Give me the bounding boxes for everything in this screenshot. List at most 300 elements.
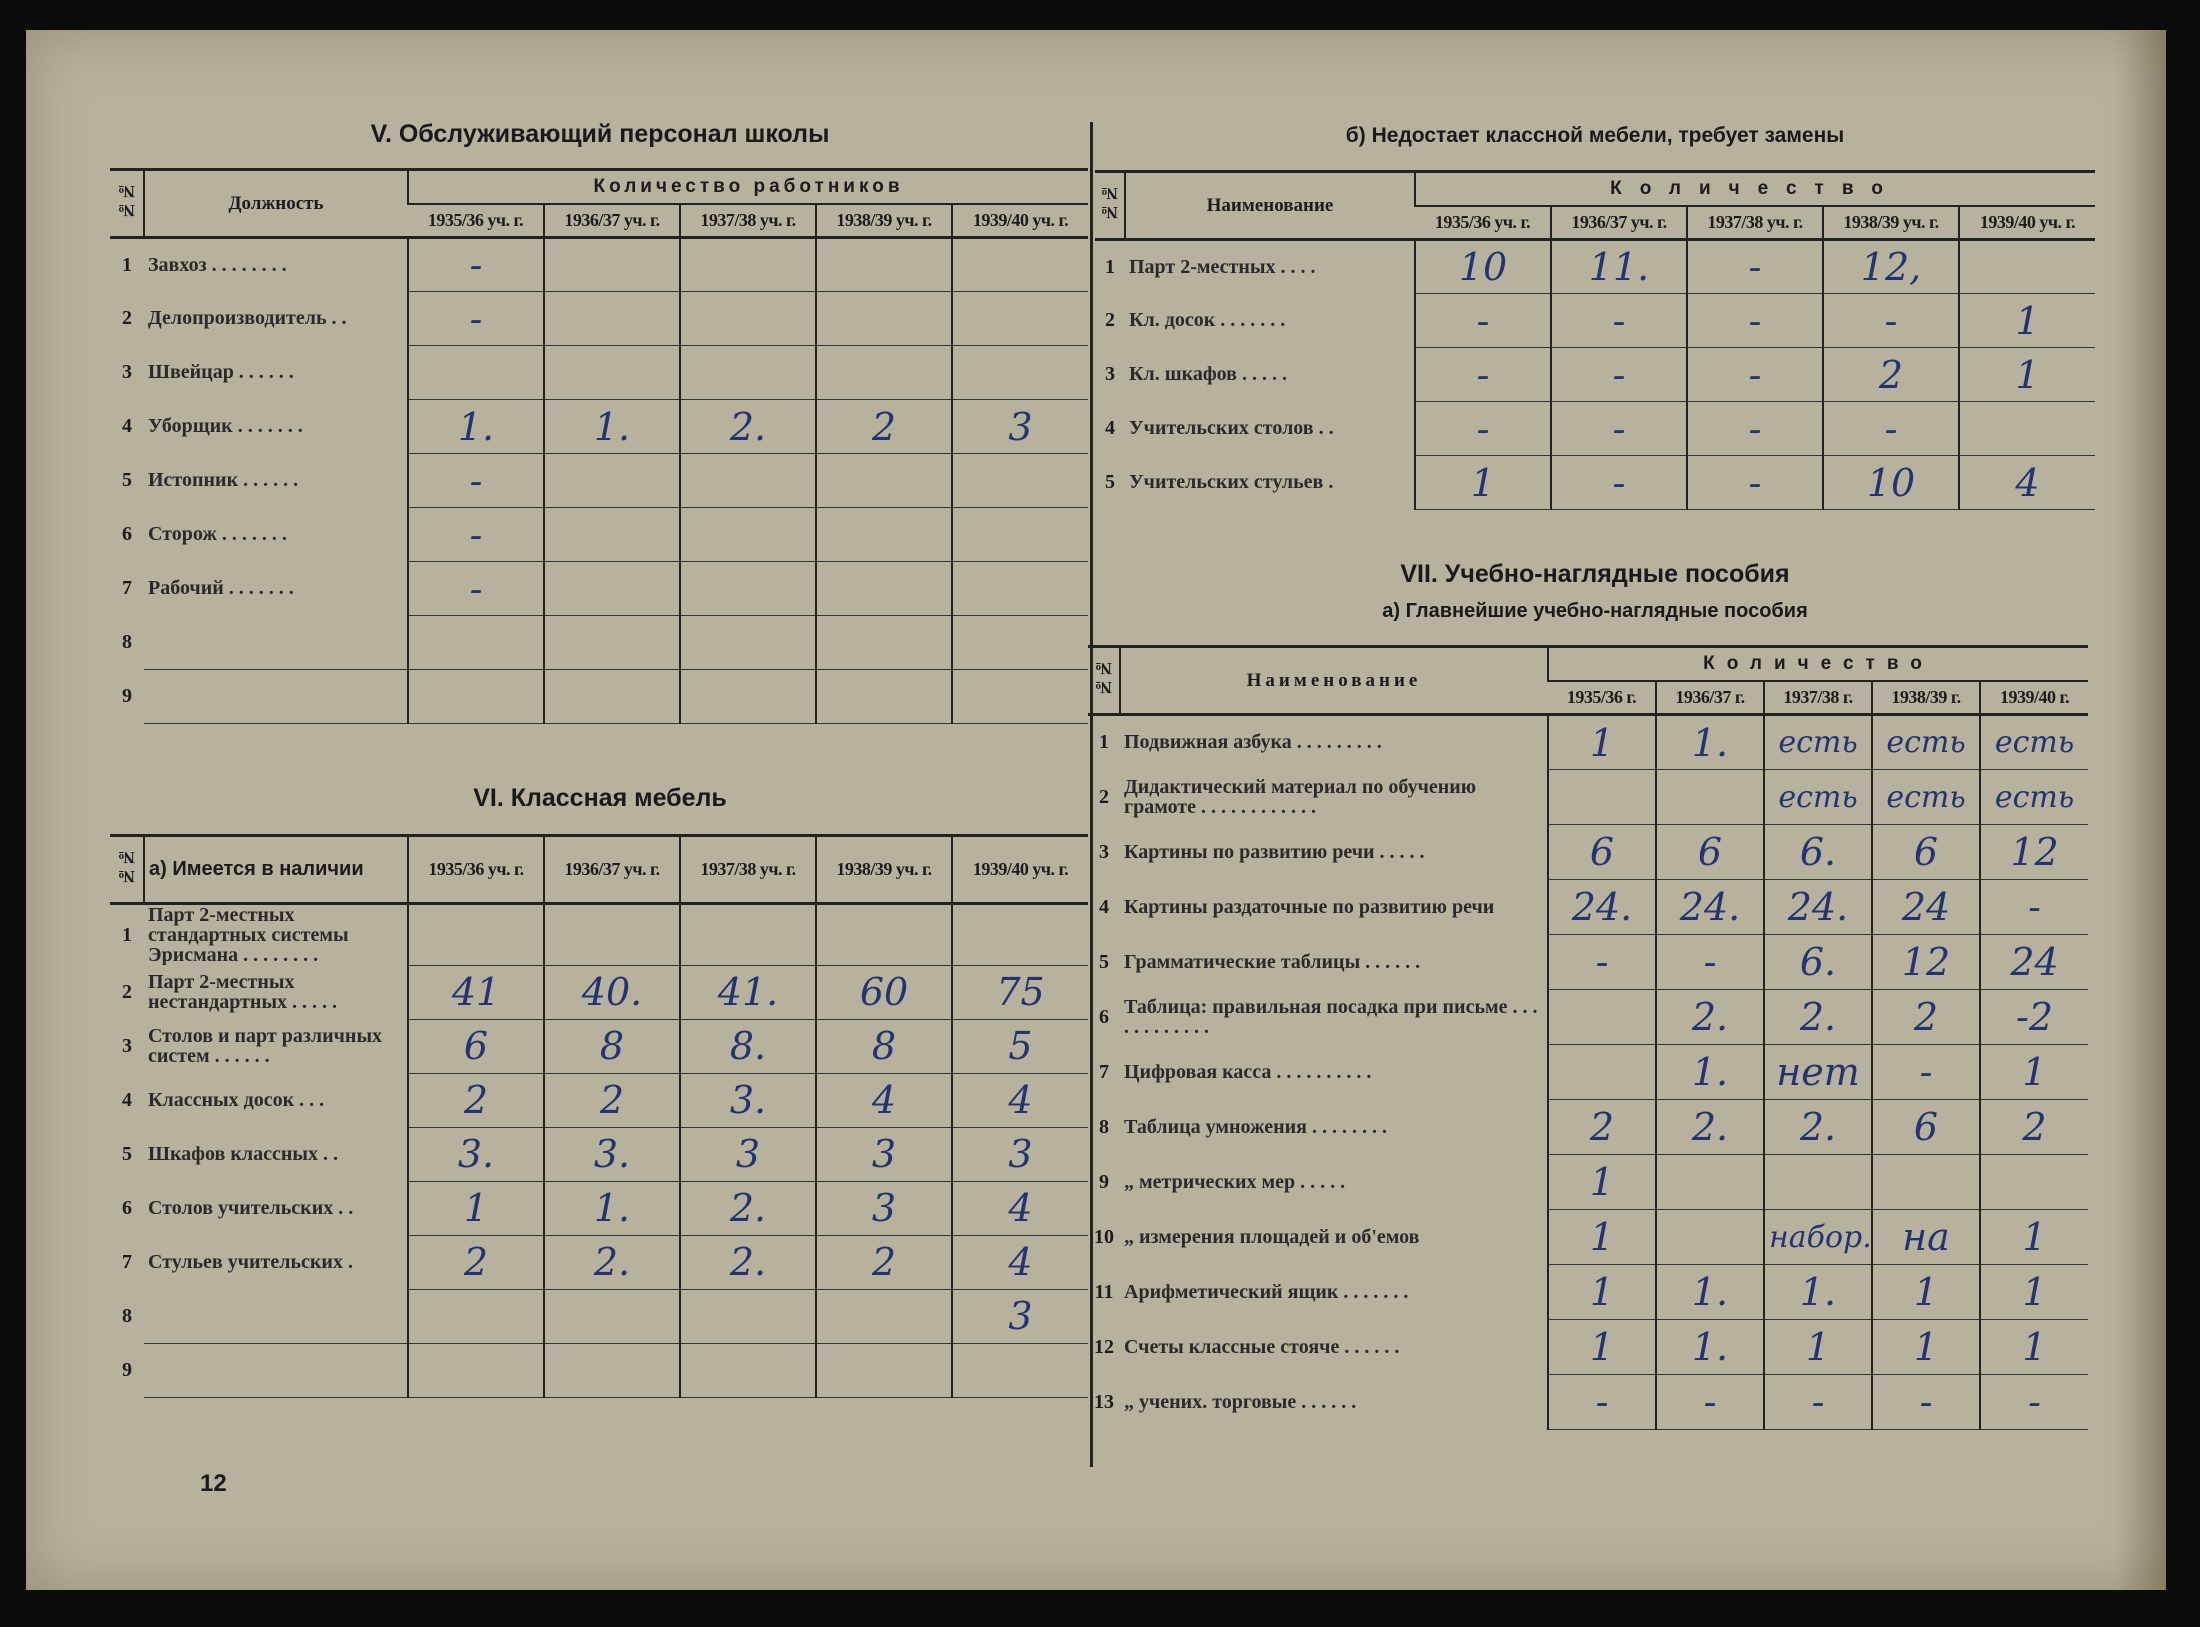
row-number: 13 — [1094, 1390, 1114, 1413]
value-cell: - — [1687, 456, 1823, 510]
row-number: 5 — [122, 469, 132, 491]
col-num-header: №№ — [110, 836, 144, 904]
year-header: 1935/36 уч. г. — [408, 836, 544, 904]
value-cell: 24. — [1548, 880, 1656, 935]
row-label: Дидактический материал по обучению грамоте . . . . . . . . . . . . — [1124, 776, 1477, 818]
col-position-header: Должность — [228, 192, 324, 214]
table-row — [110, 400, 1088, 454]
row-label: Столов учительских . . — [148, 1196, 354, 1219]
value-cell: - — [1656, 935, 1764, 990]
value-cell — [952, 454, 1088, 508]
aids-title: VII. Учебно-наглядные пособия — [1400, 560, 1790, 588]
row-label — [144, 616, 408, 670]
value-cell — [408, 1289, 544, 1343]
value-cell: 2 — [816, 400, 952, 454]
year-header: 1937/38 уч. г. — [680, 836, 816, 904]
value-cell: - — [1980, 880, 2088, 935]
value-cell: 2. — [544, 1235, 680, 1289]
value-cell: - — [1764, 1375, 1872, 1430]
value-cell — [680, 670, 816, 724]
table-row — [1088, 1155, 2088, 1210]
table-row — [1095, 294, 2095, 348]
year-header: 1939/40 уч. г. — [952, 204, 1088, 238]
value-cell: - — [1551, 456, 1687, 510]
value-cell: 24 — [1980, 935, 2088, 990]
value-cell: 1 — [1415, 456, 1551, 510]
value-cell — [816, 508, 952, 562]
year-header: 1937/38 уч. г. — [1687, 206, 1823, 240]
value-cell: 6. — [1764, 825, 1872, 880]
row-number: 10 — [1094, 1225, 1114, 1248]
value-cell — [952, 616, 1088, 670]
row-number: 2 — [1105, 309, 1115, 331]
value-cell: 1 — [1980, 1320, 2088, 1375]
table-row — [110, 1235, 1088, 1289]
value-cell: 2 — [1980, 1100, 2088, 1155]
row-number: 8 — [1099, 1115, 1109, 1138]
value-cell: 2. — [680, 400, 816, 454]
row-label: Парт 2-местных стандартных системы Эрисмана . . . . . . . . — [148, 904, 349, 965]
row-number: 7 — [122, 1250, 132, 1273]
value-cell — [544, 346, 680, 400]
value-cell — [544, 670, 680, 724]
value-cell: 6. — [1764, 935, 1872, 990]
value-cell — [816, 1343, 952, 1397]
missing-title: б) Недостает классной мебели, требует замены — [1345, 124, 1845, 147]
table-row — [110, 292, 1088, 346]
value-cell: 60 — [816, 965, 952, 1019]
value-cell: 5 — [952, 1019, 1088, 1073]
table-row — [110, 238, 1088, 292]
value-cell — [544, 508, 680, 562]
year-header: 1939/40 г. — [1980, 681, 2088, 715]
table-row — [1095, 402, 2095, 456]
row-number: 6 — [122, 1196, 132, 1219]
value-cell — [1959, 402, 2095, 456]
year-header: 1938/39 уч. г. — [816, 204, 952, 238]
value-cell — [816, 1289, 952, 1343]
value-cell: 75 — [952, 965, 1088, 1019]
staff-title: V. Обслуживающий персонал школы — [370, 120, 830, 148]
row-number: 4 — [122, 1088, 132, 1111]
value-cell: - — [1687, 348, 1823, 402]
row-label: Уборщик . . . . . . . — [148, 415, 303, 437]
year-header: 1936/37 уч. г. — [1551, 206, 1687, 240]
value-cell: 1 — [1980, 1210, 2088, 1265]
value-cell: 4 — [816, 1073, 952, 1127]
year-header: 1937/38 г. — [1764, 681, 1872, 715]
value-cell — [952, 904, 1088, 966]
value-cell: 3 — [952, 1127, 1088, 1181]
value-cell: 8 — [544, 1019, 680, 1073]
value-cell: 41 — [408, 965, 544, 1019]
value-cell: на — [1872, 1210, 1980, 1265]
value-cell: 2 — [544, 1073, 680, 1127]
row-label: Истопник . . . . . . — [148, 469, 299, 491]
value-cell — [816, 904, 952, 966]
col-num-header: №№ — [1095, 172, 1125, 240]
value-cell: 1 — [1548, 1210, 1656, 1265]
value-cell — [816, 238, 952, 292]
value-cell — [680, 508, 816, 562]
table-row — [1095, 456, 2095, 510]
value-cell: 2. — [680, 1235, 816, 1289]
value-cell — [544, 904, 680, 966]
row-label: Швейцар . . . . . . — [148, 361, 294, 383]
value-cell: 2. — [680, 1181, 816, 1235]
value-cell — [1548, 1045, 1656, 1100]
year-header: 1936/37 уч. г. — [544, 204, 680, 238]
row-label: Подвижная азбука . . . . . . . . . — [1124, 731, 1382, 754]
value-cell: 40. — [544, 965, 680, 1019]
value-cell: 1 — [1959, 348, 2095, 402]
table-row — [1088, 990, 2088, 1045]
row-number: 3 — [1105, 363, 1115, 385]
table-row — [1088, 825, 2088, 880]
table-row — [110, 1181, 1088, 1235]
value-cell: 1. — [1656, 1265, 1764, 1320]
table-row — [110, 1127, 1088, 1181]
value-cell — [680, 1289, 816, 1343]
value-cell: 1 — [1764, 1320, 1872, 1375]
value-cell: 3. — [680, 1073, 816, 1127]
value-cell: 3 — [952, 1289, 1088, 1343]
row-number: 12 — [1094, 1335, 1114, 1358]
table-row — [110, 1019, 1088, 1073]
value-cell — [1872, 1155, 1980, 1210]
value-cell: набор. — [1764, 1210, 1872, 1265]
row-label: „ учених. торговые . . . . . . — [1124, 1391, 1357, 1413]
table-row — [110, 1073, 1088, 1127]
value-cell — [544, 292, 680, 346]
value-cell: 11. — [1551, 240, 1687, 294]
value-cell — [408, 1343, 544, 1397]
row-label: „ метрических мер . . . . . — [1124, 1171, 1346, 1193]
value-cell: - — [1687, 240, 1823, 294]
value-cell: 1. — [544, 400, 680, 454]
value-cell — [544, 454, 680, 508]
table-row — [1088, 1375, 2088, 1430]
value-cell: - — [408, 292, 544, 346]
col-group-header: Количество — [1415, 172, 2095, 206]
col-group-header: Количество работников — [408, 170, 1088, 204]
value-cell — [1548, 990, 1656, 1045]
value-cell: 1. — [408, 400, 544, 454]
row-number: 9 — [1099, 1170, 1109, 1193]
row-label: Парт 2-местных нестандартных . . . . . — [148, 971, 338, 1013]
value-cell: 8 — [816, 1019, 952, 1073]
value-cell: - — [1415, 294, 1551, 348]
value-cell: 4 — [952, 1235, 1088, 1289]
value-cell: - — [1415, 402, 1551, 456]
row-number: 5 — [122, 1142, 132, 1165]
row-label: Арифметический ящик . . . . . . . — [1124, 1280, 1409, 1303]
value-cell: 4 — [952, 1073, 1088, 1127]
value-cell: - — [1687, 294, 1823, 348]
value-cell — [544, 1343, 680, 1397]
row-number: 4 — [122, 415, 132, 437]
value-cell — [1656, 1210, 1764, 1265]
value-cell: 2 — [1823, 348, 1959, 402]
value-cell — [816, 292, 952, 346]
row-number: 7 — [122, 577, 132, 599]
col-name-header: Наименование — [1206, 194, 1334, 216]
value-cell — [680, 904, 816, 966]
value-cell: - — [408, 238, 544, 292]
value-cell: - — [1551, 294, 1687, 348]
value-cell: - — [1551, 402, 1687, 456]
value-cell: 6 — [408, 1019, 544, 1073]
row-label: Стульев учительских . — [148, 1250, 353, 1273]
value-cell: 1. — [1656, 715, 1764, 770]
row-label: Завхоз . . . . . . . . — [148, 253, 287, 276]
table-row — [1088, 1210, 2088, 1265]
value-cell: 12 — [1980, 825, 2088, 880]
row-label: Таблица умножения . . . . . . . . — [1124, 1115, 1387, 1138]
row-label: Сторож . . . . . . . — [148, 523, 287, 545]
value-cell: 3 — [952, 400, 1088, 454]
value-cell: есть — [1764, 770, 1872, 825]
value-cell — [408, 346, 544, 400]
year-header: 1935/36 уч. г. — [1415, 206, 1551, 240]
value-cell — [816, 562, 952, 616]
value-cell: - — [1551, 348, 1687, 402]
value-cell: 1 — [1872, 1320, 1980, 1375]
value-cell: - — [1823, 294, 1959, 348]
table-row — [110, 965, 1088, 1019]
value-cell: 1 — [1959, 294, 2095, 348]
row-number: 9 — [122, 1358, 132, 1381]
value-cell: есть — [1980, 715, 2088, 770]
row-label: Таблица: правильная посадка при письме . . . . . . . . . . . . — [1124, 996, 1538, 1038]
value-cell — [680, 346, 816, 400]
value-cell — [952, 292, 1088, 346]
col-num-header: №№ — [1088, 647, 1120, 715]
value-cell — [1959, 240, 2095, 294]
value-cell: есть — [1872, 715, 1980, 770]
value-cell: - — [1548, 935, 1656, 990]
year-header: 1935/36 г. — [1548, 681, 1656, 715]
value-cell — [816, 616, 952, 670]
value-cell: 2. — [1764, 1100, 1872, 1155]
value-cell: 3. — [544, 1127, 680, 1181]
value-cell — [952, 238, 1088, 292]
col-name-header: Наименование — [1246, 669, 1422, 691]
row-label: Делопроизводитель . . — [148, 307, 347, 329]
aids-subtitle: а) Главнейшие учебно-наглядные пособия — [1382, 600, 1808, 622]
value-cell: - — [1687, 402, 1823, 456]
row-label: Классных досок . . . — [148, 1088, 325, 1111]
staff-table — [110, 168, 1088, 724]
row-number: 11 — [1094, 1280, 1114, 1303]
row-number: 9 — [122, 685, 132, 707]
value-cell: 2 — [816, 1235, 952, 1289]
row-label: Кл. шкафов . . . . . — [1129, 363, 1287, 385]
value-cell: 1. — [1656, 1320, 1764, 1375]
row-number: 2 — [1099, 785, 1109, 808]
row-label: Цифровая касса . . . . . . . . . . — [1124, 1060, 1372, 1083]
furniture-title: VI. Классная мебель — [473, 784, 727, 812]
row-label: Грамматические таблицы . . . . . . — [1124, 950, 1421, 973]
row-label: Кл. досок . . . . . . . — [1129, 309, 1286, 331]
value-cell: 3. — [408, 1127, 544, 1181]
value-cell — [952, 670, 1088, 724]
value-cell: 1 — [1980, 1265, 2088, 1320]
value-cell: 3 — [816, 1127, 952, 1181]
aids-table — [1088, 645, 2088, 1430]
row-number: 3 — [122, 1034, 132, 1057]
value-cell: 3 — [680, 1127, 816, 1181]
missing-table — [1095, 170, 2095, 510]
value-cell: 1 — [1548, 1265, 1656, 1320]
value-cell: 4 — [952, 1181, 1088, 1235]
value-cell — [1656, 1155, 1764, 1210]
value-cell — [1764, 1155, 1872, 1210]
value-cell — [952, 562, 1088, 616]
table-row — [1088, 935, 2088, 990]
value-cell — [816, 670, 952, 724]
row-number: 7 — [1099, 1060, 1109, 1083]
table-row — [110, 1343, 1088, 1397]
value-cell: 6 — [1548, 825, 1656, 880]
value-cell: 1 — [1980, 1045, 2088, 1100]
value-cell: - — [408, 562, 544, 616]
value-cell: 1 — [1548, 715, 1656, 770]
value-cell: 41. — [680, 965, 816, 1019]
value-cell: - — [1415, 348, 1551, 402]
value-cell: -2 — [1980, 990, 2088, 1045]
row-number: 5 — [1105, 471, 1115, 493]
row-label: Парт 2-местных . . . . — [1129, 255, 1316, 278]
value-cell: - — [1872, 1375, 1980, 1430]
table-row — [1095, 240, 2095, 294]
row-label: Картины по развитию речи . . . . . — [1124, 840, 1425, 863]
row-number: 8 — [122, 1304, 132, 1327]
table-row — [1088, 715, 2088, 770]
value-cell — [816, 346, 952, 400]
row-label: Столов и парт различных систем . . . . . . — [148, 1025, 383, 1067]
value-cell: есть — [1980, 770, 2088, 825]
table-row — [110, 346, 1088, 400]
row-number: 1 — [122, 253, 132, 276]
value-cell — [952, 508, 1088, 562]
row-label: Счеты классные стояче . . . . . . — [1124, 1335, 1400, 1358]
row-number: 2 — [122, 980, 132, 1003]
value-cell — [680, 292, 816, 346]
value-cell: 1. — [544, 1181, 680, 1235]
value-cell: - — [408, 454, 544, 508]
row-label: „ измерения площадей и об'емов — [1124, 1226, 1420, 1248]
row-number: 2 — [122, 307, 132, 329]
row-number: 5 — [1099, 950, 1109, 973]
value-cell: 12 — [1872, 935, 1980, 990]
row-label — [144, 1343, 408, 1397]
value-cell: 1 — [1872, 1265, 1980, 1320]
col-num-header: №№ — [110, 170, 144, 238]
year-header: 1939/40 уч. г. — [952, 836, 1088, 904]
year-header: 1935/36 уч. г. — [408, 204, 544, 238]
furniture-table — [110, 834, 1088, 1398]
value-cell — [816, 454, 952, 508]
table-row — [1095, 348, 2095, 402]
row-label: Картины раздаточные по развитию речи — [1124, 896, 1495, 918]
table-row — [110, 904, 1088, 966]
value-cell — [544, 562, 680, 616]
value-cell — [680, 616, 816, 670]
value-cell: - — [1980, 1375, 2088, 1430]
col-group-header: Количество — [1548, 647, 2088, 681]
value-cell — [952, 346, 1088, 400]
year-header: 1938/39 уч. г. — [816, 836, 952, 904]
value-cell: 8. — [680, 1019, 816, 1073]
value-cell — [680, 562, 816, 616]
row-label: Шкафов классных . . — [148, 1142, 338, 1165]
value-cell — [544, 238, 680, 292]
table-row — [1088, 1100, 2088, 1155]
row-number: 6 — [122, 523, 132, 545]
row-label: Рабочий . . . . . . . — [148, 577, 294, 599]
value-cell — [408, 904, 544, 966]
value-cell: - — [1872, 1045, 1980, 1100]
year-header: 1938/39 уч. г. — [1823, 206, 1959, 240]
row-label — [144, 1289, 408, 1343]
value-cell: есть — [1872, 770, 1980, 825]
table-row — [110, 454, 1088, 508]
row-label — [144, 670, 408, 724]
value-cell: 1. — [1764, 1265, 1872, 1320]
table-row — [110, 562, 1088, 616]
year-header: 1939/40 уч. г. — [1959, 206, 2095, 240]
table-row — [110, 670, 1088, 724]
row-number: 4 — [1105, 417, 1115, 439]
value-cell: 12, — [1823, 240, 1959, 294]
value-cell: 2 — [408, 1073, 544, 1127]
value-cell — [680, 238, 816, 292]
year-header: 1938/39 г. — [1872, 681, 1980, 715]
value-cell: 24 — [1872, 880, 1980, 935]
value-cell: нет — [1764, 1045, 1872, 1100]
value-cell — [680, 1343, 816, 1397]
value-cell: 10 — [1415, 240, 1551, 294]
table-row — [110, 1289, 1088, 1343]
row-number: 8 — [122, 631, 132, 653]
value-cell: 1. — [1656, 1045, 1764, 1100]
value-cell: - — [1548, 1375, 1656, 1430]
row-number: 4 — [1099, 895, 1109, 918]
value-cell — [544, 616, 680, 670]
value-cell: 2. — [1656, 1100, 1764, 1155]
year-header: 1936/37 уч. г. — [544, 836, 680, 904]
value-cell: 1 — [1548, 1320, 1656, 1375]
year-header: 1936/37 г. — [1656, 681, 1764, 715]
value-cell: 1 — [1548, 1155, 1656, 1210]
table-row — [110, 616, 1088, 670]
value-cell: 4 — [1959, 456, 2095, 510]
value-cell: 2. — [1764, 990, 1872, 1045]
page-number: 12 — [200, 1470, 227, 1497]
table-row — [110, 508, 1088, 562]
row-number: 1 — [1105, 255, 1115, 278]
value-cell: 3 — [816, 1181, 952, 1235]
table-row — [1088, 1045, 2088, 1100]
row-number: 3 — [1099, 840, 1109, 863]
row-label: Учительских стульев . — [1129, 471, 1334, 493]
value-cell — [408, 616, 544, 670]
value-cell: 1 — [408, 1181, 544, 1235]
value-cell — [408, 670, 544, 724]
value-cell — [544, 1289, 680, 1343]
value-cell: 10 — [1823, 456, 1959, 510]
